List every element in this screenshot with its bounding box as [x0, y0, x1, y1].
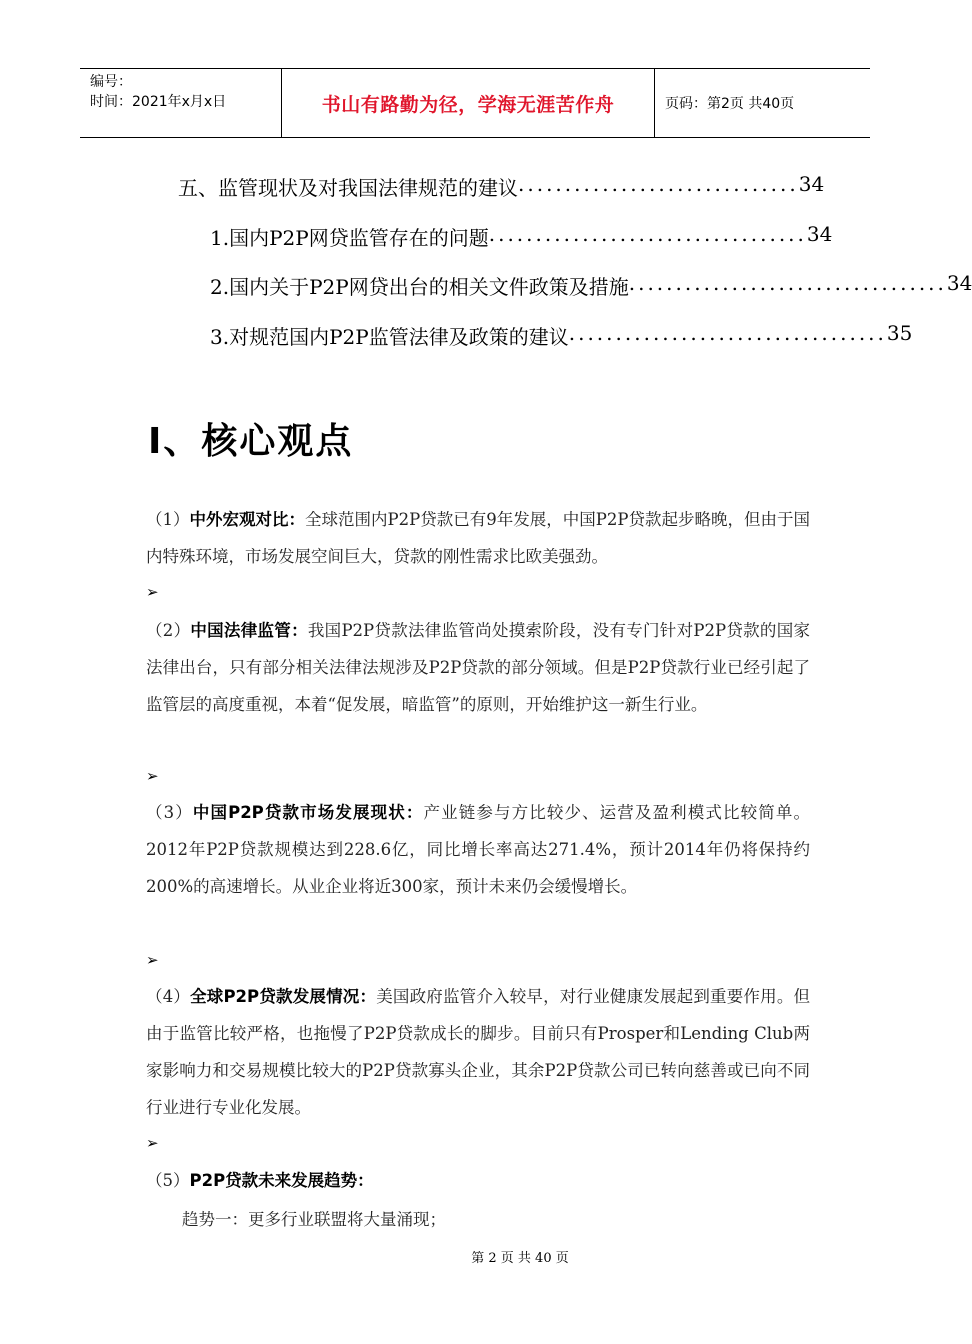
point-heading: 中外宏观对比：: [189, 510, 306, 529]
section-title: Ⅰ、核心观点: [148, 421, 354, 462]
toc-entry-title: 五、监管现状及对我国法律规范的建议: [178, 176, 518, 200]
point-body: 产业链参与方比较少、运营及盈利模式比较简单。2012年P2P贷款规模达到228.6亿，同比增长率高达271.4%，预计2014年仍将保持约200%的高速增长。从业企业将近300家，预计未来仍会缓慢增长。: [146, 803, 811, 896]
point-body: 全球范围内P2P贷款已有9年发展，中国P2P贷款起步略晚，但由于国内特殊环境，市场发展空间巨大，贷款的刚性需求比欧美强劲。: [146, 510, 811, 566]
toc-entry-page: 34: [806, 222, 833, 246]
toc-entry-title: 1.国内P2P网贷监管存在的问题: [210, 226, 489, 250]
point-paragraph: [146, 501, 810, 575]
toc-entry-title: 3.对规范国内P2P监管法律及政策的建议: [210, 325, 569, 349]
point-paragraph: [146, 612, 810, 723]
toc-entry-page: 35: [886, 321, 913, 345]
toc-entry-title: 2.国内关于P2P网贷出台的相关文件政策及措施: [210, 275, 629, 299]
toc-leader: ..................................: [568, 321, 887, 345]
point-paragraph: [146, 1162, 810, 1199]
point-paragraph: [146, 978, 810, 1126]
page-footer: 第 2 页 共 40 页: [471, 1251, 569, 1266]
point-number: （3）: [146, 803, 193, 822]
arrow-bullet-icon: ➢: [146, 583, 159, 601]
point-body: 美国政府监管介入较早，对行业健康发展起到重要作用。但由于监管比较严格，也拖慢了P2P贷款成长的脚步。目前只有Prosper和Lending Club两家影响力和交易规模比较大的P2P贷款寡头企业，其余P2P贷款公司已转向慈善或已向不同行业进行专业化发展。: [146, 987, 811, 1117]
page-header: [80, 68, 870, 138]
trend-item: 趋势一：更多行业联盟将大量涌现；: [182, 1210, 446, 1229]
toc-entry-page: 34: [946, 271, 972, 295]
header-page-info: 页码：第2页 共40页: [665, 96, 795, 112]
toc-entry[interactable]: [210, 222, 833, 251]
toc-entry[interactable]: [178, 172, 825, 201]
toc-entry[interactable]: [210, 271, 972, 300]
toc-entry[interactable]: [210, 321, 913, 350]
point-number: （1）: [146, 510, 190, 529]
arrow-bullet-icon: ➢: [146, 1134, 159, 1152]
header-meta: [80, 69, 282, 137]
arrow-bullet-icon: ➢: [146, 767, 159, 785]
point-paragraph: [146, 794, 810, 905]
number-label: 编号：: [90, 74, 132, 90]
toc-leader: ..............................: [518, 172, 799, 196]
point-heading: P2P贷款未来发展趋势：: [189, 1171, 374, 1190]
point-number: （2）: [146, 621, 191, 640]
arrow-bullet-icon: ➢: [146, 951, 159, 969]
header-motto: 书山有路勤为径，学海无涯苦作舟: [282, 69, 655, 137]
point-number: （4）: [146, 987, 191, 1006]
point-number: （5）: [146, 1171, 190, 1190]
time-label: 时间：2021年x月x日: [90, 94, 227, 110]
point-heading: 中国法律监管：: [190, 621, 308, 640]
point-heading: 中国P2P贷款市场发展现状：: [192, 803, 424, 822]
point-body: 我国P2P贷款法律监管尚处摸索阶段，没有专门针对P2P贷款的国家法律出台，只有部分相关法律法规涉及P2P贷款的部分领域。但是P2P贷款行业已经引起了监管层的高度重视，本着“促发展，暗监管”的原则，开始维护这一新生行业。: [146, 621, 811, 714]
toc-leader: ..................................: [628, 271, 947, 295]
point-heading: 全球P2P贷款发展情况：: [190, 987, 377, 1006]
toc-leader: ..................................: [488, 222, 807, 246]
toc-entry-page: 34: [798, 172, 825, 196]
